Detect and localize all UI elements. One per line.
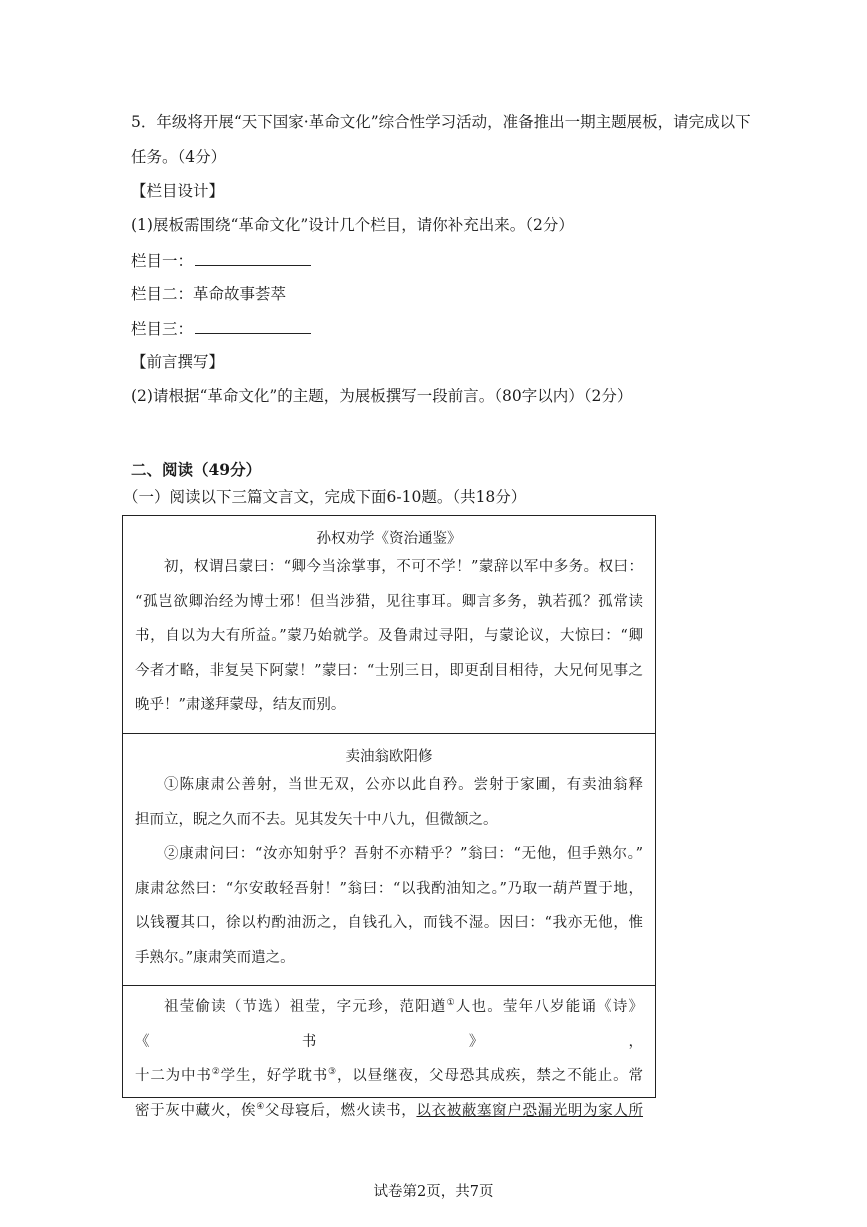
text-segment: 祖莹偷读（节选）祖莹，字元珍，范阳遒 <box>164 999 447 1015</box>
passage-line: 初，权谓吕蒙曰：“卿今当涂掌事，不可不学！”蒙辞以军中多务。权曰： <box>164 559 643 575</box>
passage-line <box>135 1094 643 1129</box>
passage-line: 以钱覆其口，徐以杓酌油沥之，自钱孔入，而钱不湿。因曰：“我亦无他，惟 <box>135 915 643 931</box>
passage-line: “孤岂欲卿治经为博士邪！但当涉猎，见往事耳。卿言多务，孰若孤？孤常读 <box>135 593 643 610</box>
column-three-row <box>131 317 311 340</box>
text-segment: 父母寝后，燃火读书， <box>264 1102 417 1119</box>
column-one-blank[interactable] <box>195 249 311 266</box>
footnote-marker: ③ <box>328 1067 337 1078</box>
column-one-label: 栏目一： <box>131 252 194 270</box>
column-three-blank[interactable] <box>195 317 311 334</box>
footnote-marker: ④ <box>256 1101 265 1112</box>
part2-intro: （一）阅读以下三篇文言文，完成下面6-10题。（共18分） <box>123 488 527 506</box>
passage-sun-quan <box>123 516 655 733</box>
column-three-label: 栏目三： <box>131 320 194 338</box>
text-segment: 人也。莹年八岁能诵《诗》《书》， <box>135 999 644 1050</box>
passage-oil-seller <box>123 733 655 985</box>
passage-line: ②康肃问曰：“汝亦知射乎？吾射不亦精乎？”翁曰：“无他，但手熟尔。” <box>164 846 643 862</box>
passage-line: 晚乎！”肃遂拜蒙母，结友而别。 <box>135 697 346 713</box>
passage-title: 卖油翁欧阳修 <box>345 749 433 765</box>
footnote-marker: ① <box>446 998 456 1009</box>
part2-heading: 二、阅读（49分） <box>131 460 262 479</box>
q5-line2: 任务。（4分） <box>131 148 227 166</box>
passage-line: 书，自以为大有所益。”蒙乃始就学。及鲁肃过寻阳，与蒙论议，大惊曰：“卿 <box>135 628 643 644</box>
passage-line: 今者才略，非复吴下阿蒙！”蒙曰：“士别三日，即更刮目相待，大兄何见事之 <box>135 662 643 679</box>
column-two-row: 栏目二：革命故事荟萃 <box>131 285 287 303</box>
q5-line1: 5．年级将开展“天下国家·革命文化”综合性学习活动，准备推出一期主题展板，请完成以下 <box>131 113 751 131</box>
passage-title: 孙权劝学《资治通鉴》 <box>316 531 462 547</box>
page-footer: 试卷第2页，共7页 <box>373 1184 494 1200</box>
underlined-sentence: 以衣被蔽塞窗户恐漏光明为家人所 <box>416 1102 644 1119</box>
column-one-row <box>131 249 311 272</box>
text-segment: 十二为中书 <box>135 1068 212 1084</box>
footnote-marker: ② <box>211 1067 221 1078</box>
q5-subquestion-1: (1)展板需围绕“革命文化”设计几个栏目，请你补充出来。（2分） <box>131 216 574 234</box>
text-segment: ，以昼继夜，父母恐其成疾，禁之不能止。常 <box>336 1068 643 1084</box>
q5-subquestion-2: (2)请根据“革命文化”的主题，为展板撰写一段前言。（80字以内）（2分） <box>131 387 633 405</box>
section-title-column-design: 【栏目设计】 <box>131 182 225 200</box>
passage-line: 担而立，睨之久而不去。见其发矢十中八九，但微颔之。 <box>135 811 498 828</box>
section-title-preface: 【前言撰写】 <box>131 353 225 371</box>
text-segment: 密于灰中藏火，俟 <box>135 1102 257 1119</box>
passage-line <box>135 990 643 1059</box>
passage-line: 康肃忿然曰：“尔安敢轻吾射！”翁曰：“以我酌油知之。”乃取一葫芦置于地， <box>135 880 643 897</box>
text-segment: 学生，好学耽书 <box>220 1068 329 1084</box>
passage-line: 手熟尔。”康肃笑而遣之。 <box>135 949 295 966</box>
passage-zu-ying <box>123 985 655 1119</box>
passages-box <box>122 515 656 1119</box>
passage-line: ①陈康肃公善射，当世无双，公亦以此自矜。尝射于家圃，有卖油翁释 <box>164 777 643 793</box>
passage-line <box>135 1059 643 1094</box>
